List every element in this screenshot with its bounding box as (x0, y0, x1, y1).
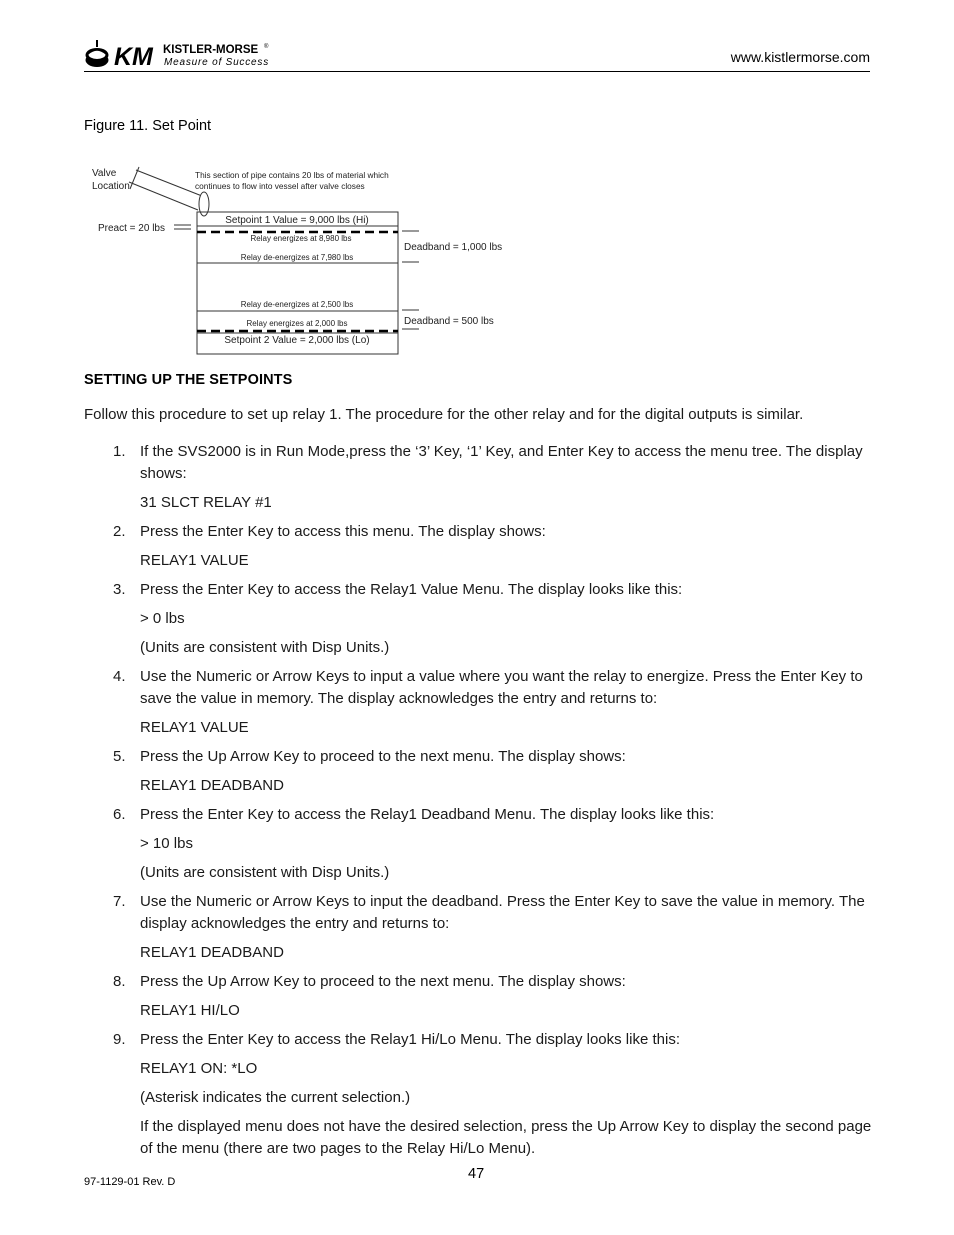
step-display-line: 31 SLCT RELAY #1 (140, 494, 272, 511)
step-text: If the SVS2000 is in Run Mode,press the ‘3’ Key, ‘1’ Key, and Enter Key to access the menu tree. The display shows: (140, 443, 863, 482)
step-text: Use the Numeric or Arrow Keys to input the deadband. Press the Enter Key to save the value in memory. The display acknowledges the entry and returns to: (140, 893, 865, 932)
deadband-hi-label: Deadband = 1,000 lbs (404, 242, 503, 253)
valve-label-line1: Valve (92, 168, 117, 179)
step-number: 9. (113, 1031, 126, 1048)
procedure-step (84, 441, 874, 514)
step-text: Press the Enter Key to access this menu. The display shows: (140, 523, 546, 540)
intro-paragraph: Follow this procedure to set up relay 1. The procedure for the other relay and for the digital outputs is similar. (84, 406, 804, 423)
step-number: 7. (113, 893, 126, 910)
relay-energize-hi-label: Relay energizes at 8,980 lbs (250, 234, 352, 243)
step-text: Use the Numeric or Arrow Keys to input a value where you want the relay to energize. Press the Enter Key to save the value in memory. The display acknowledges the entry and returns to: (140, 668, 863, 707)
pipe-note-line1: This section of pipe contains 20 lbs of material which (195, 170, 389, 180)
setpoint1-label: Setpoint 1 Value = 9,000 lbs (Hi) (225, 215, 369, 226)
procedure-step (84, 971, 874, 1022)
step-number: 4. (113, 668, 126, 685)
logo-name: KISTLER-MORSE (163, 44, 259, 56)
setpoint2-label: Setpoint 2 Value = 2,000 lbs (Lo) (224, 335, 370, 346)
step-display-line: (Asterisk indicates the current selection.) (140, 1089, 411, 1106)
logo-registered-mark: ® (264, 44, 269, 50)
step-display-line: > 10 lbs (140, 835, 193, 852)
step-display-line: RELAY1 DEADBAND (140, 777, 284, 794)
step-display-line: (Units are consistent with Disp Units.) (140, 864, 390, 881)
website-url: www.kistlermorse.com (730, 49, 870, 65)
step-number: 8. (113, 973, 126, 990)
procedure-step (84, 891, 874, 964)
step-text: Press the Enter Key to access the Relay1 Hi/Lo Menu. The display looks like this: (140, 1031, 680, 1048)
relay-energize-lo-label: Relay energizes at 2,000 lbs (246, 319, 348, 328)
step-number: 2. (113, 523, 126, 540)
relay-deenergize-lo-label: Relay de-energizes at 2,500 lbs (240, 300, 354, 309)
step-text: Press the Up Arrow Key to proceed to the next menu. The display shows: (140, 973, 626, 990)
kistler-morse-logo (84, 38, 284, 70)
procedure-steps-list (84, 441, 874, 1167)
step-number: 5. (113, 748, 126, 765)
section-heading: SETTING UP THE SETPOINTS (84, 372, 293, 388)
document-number: 97-1129-01 Rev. D (84, 1176, 176, 1188)
step-display-line: RELAY1 DEADBAND (140, 944, 284, 961)
procedure-step (84, 521, 874, 572)
step-text: Press the Up Arrow Key to proceed to the next menu. The display shows: (140, 748, 626, 765)
step-number: 1. (113, 443, 126, 460)
page-number: 47 (468, 1166, 485, 1182)
step-display-line: > 0 lbs (140, 610, 185, 627)
procedure-step (84, 804, 874, 884)
deadband-lo-label: Deadband = 500 lbs (404, 316, 494, 327)
step-display-line: RELAY1 VALUE (140, 719, 249, 736)
step-display-line: RELAY1 HI/LO (140, 1002, 240, 1019)
procedure-step (84, 746, 874, 797)
preact-label: Preact = 20 lbs (98, 223, 165, 234)
figure-caption: Figure 11. Set Point (84, 118, 212, 134)
procedure-step (84, 579, 874, 659)
step-text: Press the Enter Key to access the Relay1 Deadband Menu. The display looks like this: (140, 806, 715, 823)
step-display-line: (Units are consistent with Disp Units.) (140, 639, 390, 656)
logo-disc-icon (86, 40, 109, 67)
step-text: Press the Enter Key to access the Relay1 Value Menu. The display looks like this: (140, 581, 683, 598)
procedure-step (84, 1029, 874, 1160)
step-display-line: RELAY1 ON: *LO (140, 1060, 258, 1077)
logo-mark: KM (114, 43, 153, 70)
valve-label-line2: Location (92, 181, 130, 192)
relay-deenergize-hi-label: Relay de-energizes at 7,980 lbs (240, 253, 354, 262)
procedure-step (84, 666, 874, 739)
set-point-diagram (84, 158, 544, 358)
header-divider (84, 71, 870, 72)
step-number: 3. (113, 581, 126, 598)
step-display-line: RELAY1 VALUE (140, 552, 249, 569)
step-number: 6. (113, 806, 126, 823)
pipe-note-line2: continues to flow into vessel after valve closes (195, 181, 365, 191)
step-display-line: If the displayed menu does not have the desired selection, press the Up Arrow Key to display the second page of the menu (there are two pages to the Relay Hi/Lo Menu). (140, 1118, 872, 1157)
logo-tagline: Measure of Success (164, 57, 269, 68)
